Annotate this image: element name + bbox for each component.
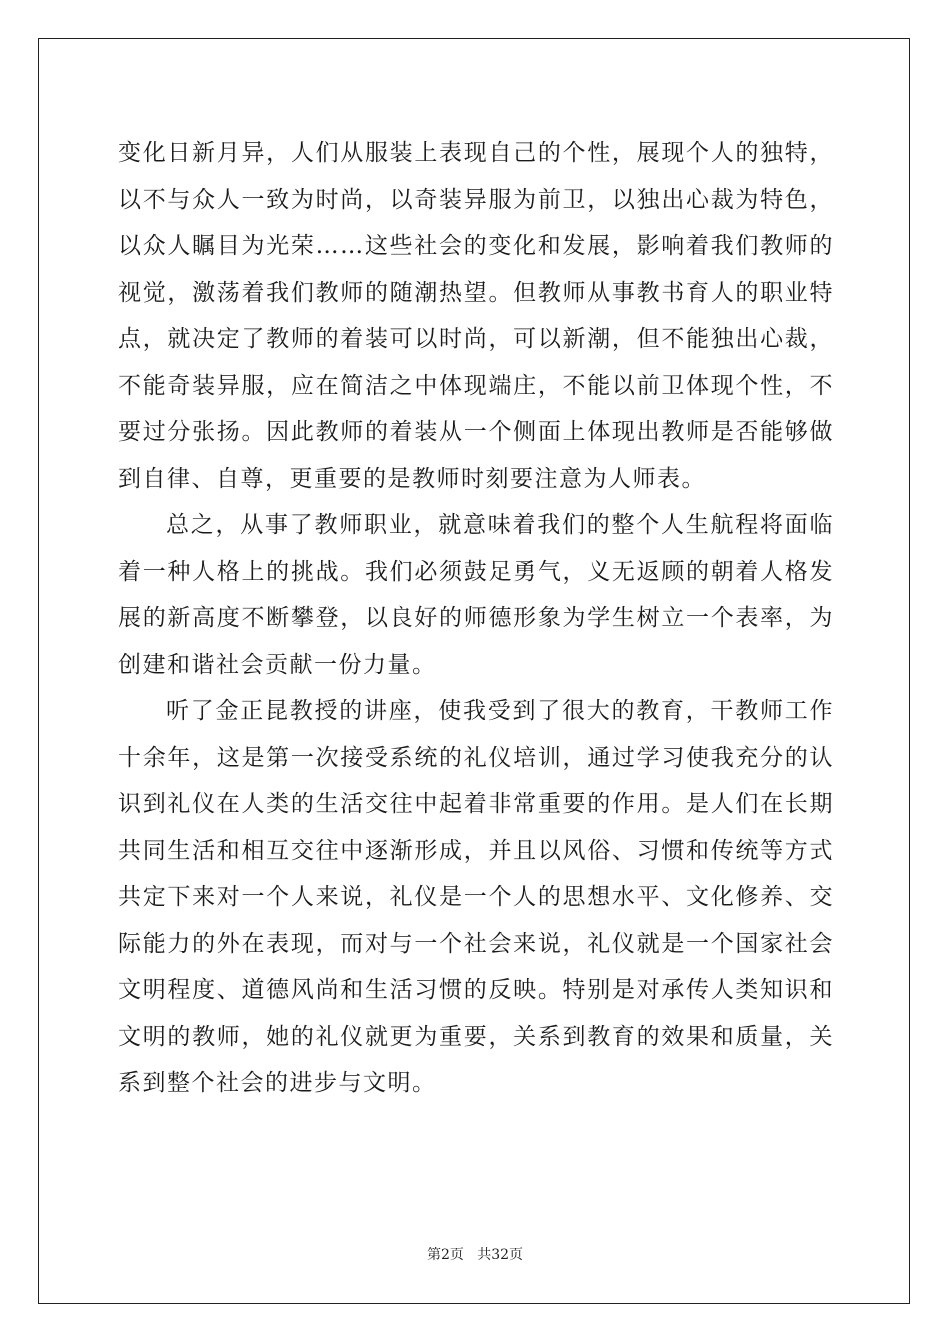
paragraph-2: 总之，从事了教师职业，就意味着我们的整个人生航程将面临着一种人格上的挑战。我们必须鼓足勇气，义无返顾的朝着人格发展的新高度不断攀登，以良好的师德形象为学生树立一个表率，为创建和谐社会贡献一份力量。 <box>118 512 834 678</box>
paragraph-1: 变化日新月异，人们从服装上表现自己的个性，展现个人的独特，以不与众人一致为时尚，以奇装异服为前卫，以独出心裁为特色，以众人瞩目为光荣……这些社会的变化和发展，影响着我们教师的视觉，激荡着我们教师的随潮热望。但教师从事教书育人的职业特点，就决定了教师的着装可以时尚，可以新潮，但不能独出心裁，不能奇装异服，应在简洁之中体现端庄，不能以前卫体现个性，不要过分张扬。因此教师的着装从一个侧面上体现出教师是否能够做到自律、自尊，更重要的是教师时刻要注意为人师表。 <box>118 140 834 492</box>
document-body <box>118 130 834 1107</box>
paragraph-3: 听了金正昆教授的讲座，使我受到了很大的教育，干教师工作十余年，这是第一次接受系统的礼仪培训，通过学习使我充分的认识到礼仪在人类的生活交往中起着非常重要的作用。是人们在长期共同生活和相互交往中逐渐形成，并且以风俗、习惯和传统等方式共定下来对一个人来说，礼仪是一个人的思想水平、文化修养、交际能力的外在表现，而对与一个社会来说，礼仪就是一个国家社会文明程度、道德风尚和生活习惯的反映。特别是对承传人类知识和文明的教师，她的礼仪就更为重要，关系到教育的效果和质量，关系到整个社会的进步与文明。 <box>118 698 834 1096</box>
page-number-footer: 第2页 共32页 <box>426 1247 524 1263</box>
